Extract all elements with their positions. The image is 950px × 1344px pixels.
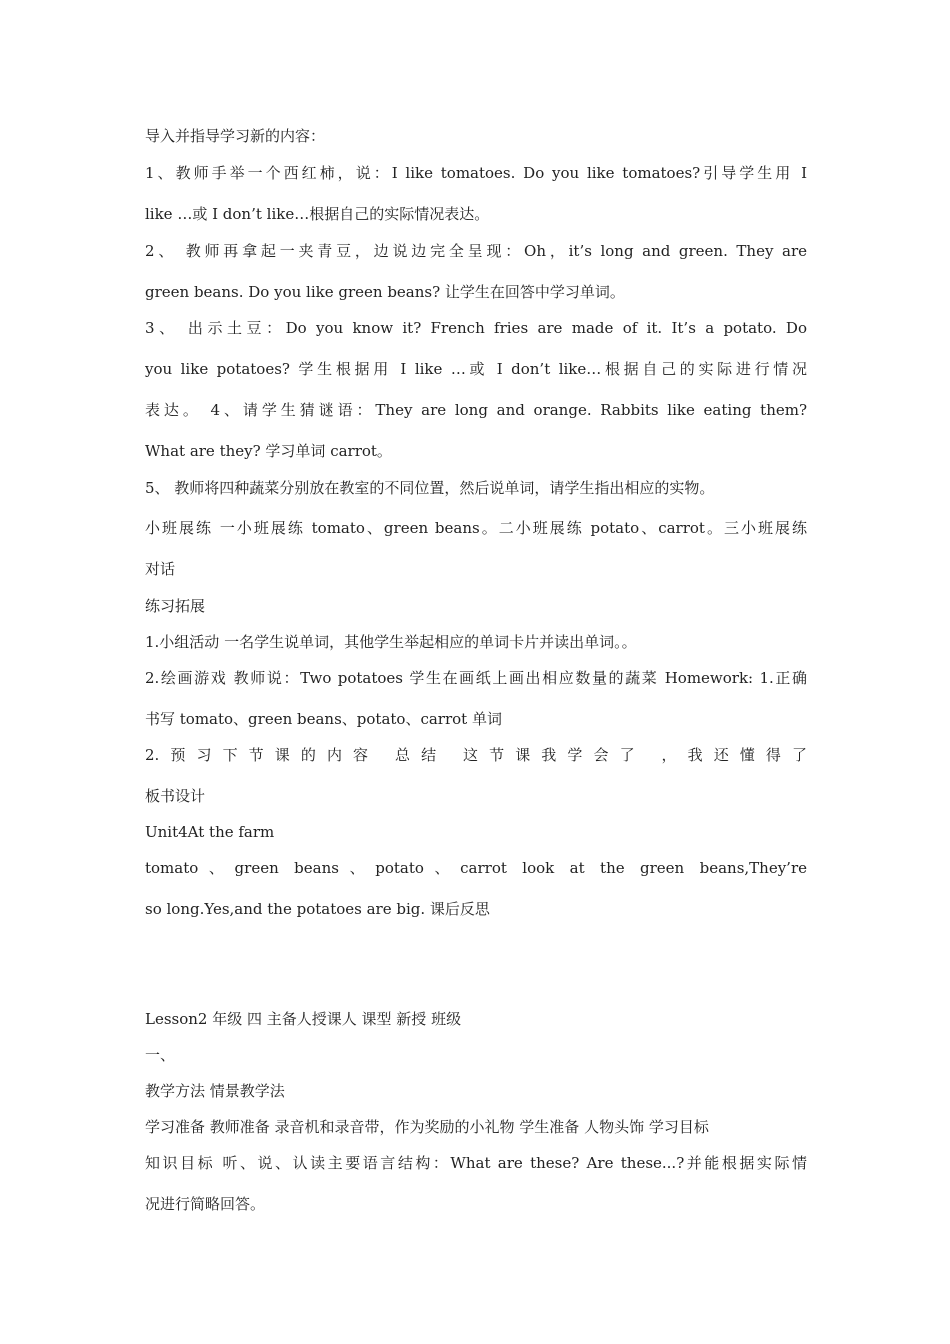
text-line: so long.Yes,and the potatoes are big. 课后反思 [145, 900, 490, 918]
text-line: 2.绘画游戏 教师说：Two potatoes 学生在画纸上画出相应数量的蔬菜 Homework: 1.正确 [145, 669, 807, 687]
text-line: 导入并指导学习新的内容： [145, 127, 326, 145]
text-line: 对话 [145, 560, 176, 578]
text-line: Unit4At the farm [145, 823, 275, 841]
text-line: green beans. Do you like green beans? 让学生在回答中学习单词。 [145, 283, 625, 301]
text-line: 一、 [145, 1046, 176, 1064]
text-line: 况进行简略回答。 [145, 1195, 266, 1213]
text-line: 2.预习下节课的内容 总结 这节课我学会了 ，我还懂得了 [145, 746, 807, 764]
text-line: 知识目标 听、说、认读主要语言结构：What are these? Are these...?并能根据实际情 [145, 1154, 807, 1172]
text-line: 1.小组活动 一名学生说单词，其他学生举起相应的单词卡片并读出单词。。 [145, 633, 637, 651]
section-heading: 练习拓展 [145, 597, 206, 615]
text-line: 书写 tomato、green beans、potato、carrot 单词 [145, 710, 502, 728]
text-line: like …或 I don’t like…根据自己的实际情况表达。 [145, 205, 490, 223]
section-heading: 板书设计 [145, 787, 206, 805]
text-line: 3、 出示土豆：Do you know it? French fries are made of it. It’s a potato. Do [145, 319, 807, 337]
text-line: 表达。 4、请学生猜谜语：They are long and orange. Rabbits like eating them? [145, 401, 807, 419]
text-line: 2、 教师再拿起一夹青豆，边说边完全呈现：Oh，it’s long and green. They are [145, 242, 807, 260]
text-line: 5、 教师将四种蔬菜分别放在教室的不同位置，然后说单词，请学生指出相应的实物。 [145, 479, 715, 497]
text-line: 学习准备 教师准备 录音机和录音带，作为奖励的小礼物 学生准备 人物头饰 学习目标 [145, 1118, 709, 1136]
text-line: 1、教师手举一个西红柿，说：I like tomatoes. Do you like tomatoes?引导学生用 I [145, 164, 807, 182]
lesson-header: Lesson2 年级 四 主备人授课人 课型 新授 班级 [145, 1010, 462, 1028]
text-line: What are they? 学习单词 carrot。 [145, 442, 392, 460]
text-line: you like potatoes? 学生根据用 I like …或 I don’t like…根据自己的实际进行情况 [145, 360, 807, 378]
text-line: 小班展练 一小班展练 tomato、green beans。二小班展练 potato、carrot。三小班展练 [145, 519, 807, 537]
text-line: 教学方法 情景教学法 [145, 1082, 285, 1100]
text-line: tomato、green beans、potato、carrot look at the green beans,They’re [145, 859, 807, 877]
